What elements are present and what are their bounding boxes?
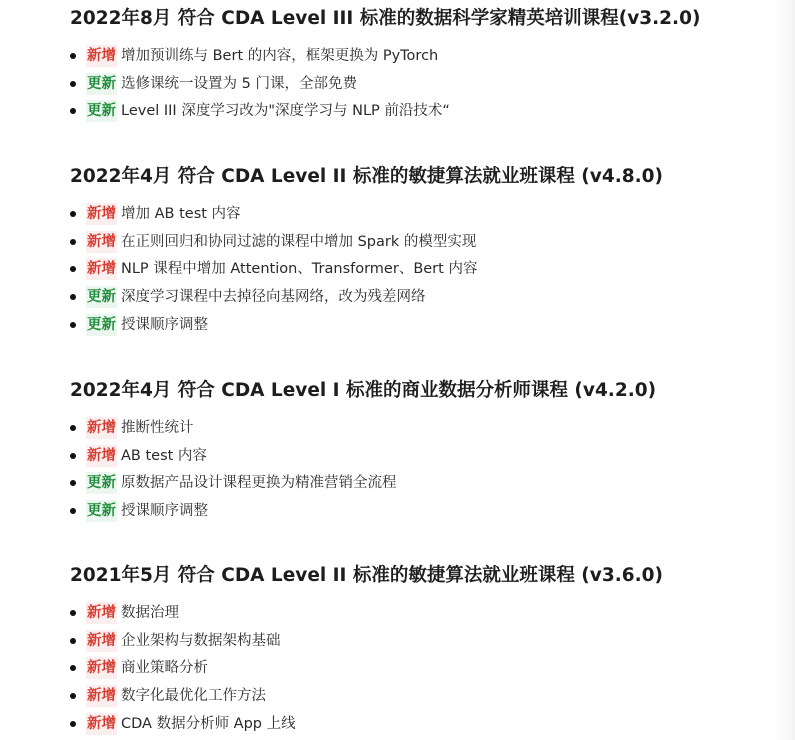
bullet-icon [70,508,76,514]
list-item [70,45,770,73]
bullet-icon [70,721,76,727]
section-title: 2022年4月 符合 CDA Level I 标准的商业数据分析师课程 (v4.2.0) [70,380,657,401]
changelog-section-v3-2-0 [70,6,770,128]
change-list [70,602,770,740]
item-text: 增加 AB test 内容 [121,206,241,222]
item-text: 增加预训练与 Bert 的内容，框架更换为 PyTorch [121,48,439,64]
item-text: 数字化最优化工作方法 [121,688,266,705]
changelog-section-v4-8-0 [70,164,770,341]
change-list [70,417,770,528]
list-item [70,258,770,286]
changelog-section-v4-2-0 [70,378,770,528]
list-item [70,472,770,500]
update-tag: 更新 [86,286,117,308]
new-tag: 新增 [86,258,117,280]
bullet-icon [70,239,76,245]
list-item [70,73,770,101]
list-item [70,445,770,473]
item-text: 原数据产品设计课程更换为精准营销全流程 [121,475,397,492]
item-text: NLP 课程中增加 Attention、Transformer、Bert 内容 [121,261,478,278]
item-text: AB test 内容 [121,447,207,464]
list-item [70,231,770,259]
update-tag: 更新 [86,73,117,95]
bullet-icon [70,665,76,671]
change-list [70,203,770,341]
bullet-icon [70,610,76,616]
bullet-icon [70,638,76,644]
bullet-icon [70,294,76,300]
new-tag: 新增 [86,45,117,67]
item-text: 数据治理 [121,605,179,621]
bullet-icon [70,108,76,114]
new-tag: 新增 [86,713,117,735]
bullet-icon [70,81,76,87]
new-tag: 新增 [86,231,117,253]
item-text: 商业策略分析 [121,660,208,677]
new-tag: 新增 [86,203,117,225]
update-tag: 更新 [86,500,117,522]
list-item [70,314,770,342]
new-tag: 新增 [86,445,117,467]
section-title: 2022年8月 符合 CDA Level III 标准的数据科学家精英培训课程(v3.2.0) [70,8,701,29]
item-text: 授课顺序调整 [121,316,208,333]
new-tag: 新增 [86,685,117,707]
item-text: CDA 数据分析师 App 上线 [121,715,296,732]
change-list [70,45,770,128]
bullet-icon [70,480,76,486]
list-item [70,417,770,445]
bullet-icon [70,453,76,459]
list-item [70,100,770,128]
page-edge-shadow [775,0,795,740]
update-tag: 更新 [86,314,117,336]
list-item [70,602,770,630]
bullet-icon [70,266,76,272]
item-text: Level III 深度学习改为"深度学习与 NLP 前沿技术“ [121,103,450,120]
list-item [70,630,770,658]
item-text: 推断性统计 [121,420,194,436]
bullet-icon [70,693,76,699]
list-item [70,500,770,528]
list-item [70,713,770,740]
item-text: 授课顺序调整 [121,503,208,520]
section-title: 2021年5月 符合 CDA Level II 标准的敏捷算法就业班课程 (v3.6.0) [70,565,663,586]
section-title: 2022年4月 符合 CDA Level II 标准的敏捷算法就业班课程 (v4.8.0) [70,166,663,187]
list-item [70,286,770,314]
item-text: 选修课统一设置为 5 门课，全部免费 [121,75,357,92]
list-item [70,203,770,231]
update-tag: 更新 [86,472,117,494]
item-text: 企业架构与数据架构基础 [121,632,281,649]
bullet-icon [70,53,76,59]
item-text: 深度学习课程中去掉径向基网络，改为残差网络 [121,289,426,306]
new-tag: 新增 [86,417,117,439]
bullet-icon [70,211,76,217]
list-item [70,657,770,685]
new-tag: 新增 [86,630,117,652]
new-tag: 新增 [86,602,117,624]
bullet-icon [70,425,76,431]
update-tag: 更新 [86,100,117,122]
changelog-section-v3-6-0 [70,563,770,740]
new-tag: 新增 [86,657,117,679]
list-item [70,685,770,713]
item-text: 在正则回归和协同过滤的课程中增加 Spark 的模型实现 [121,233,477,250]
bullet-icon [70,322,76,328]
